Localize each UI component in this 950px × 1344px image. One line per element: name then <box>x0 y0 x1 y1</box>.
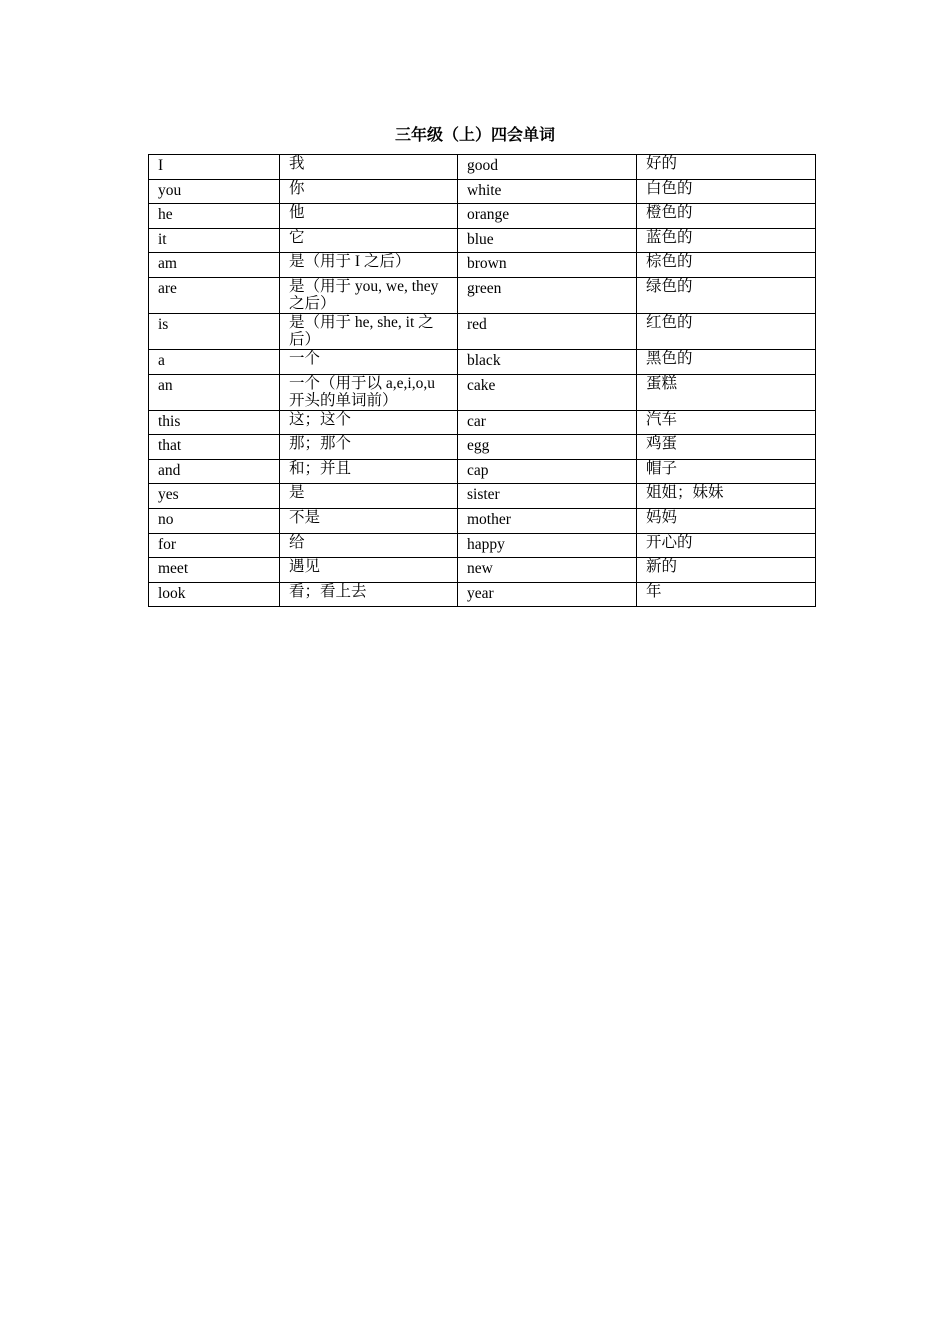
chinese-meaning-cell: 不是 <box>280 508 458 533</box>
chinese-meaning-cell: 白色的 <box>637 179 816 204</box>
chinese-meaning-cell: 姐姐；妹妹 <box>637 484 816 509</box>
chinese-meaning-cell: 你 <box>280 179 458 204</box>
chinese-meaning-cell: 红色的 <box>637 313 816 349</box>
english-word-cell: black <box>458 349 637 374</box>
english-word-cell: an <box>149 374 280 410</box>
table-row <box>149 459 816 484</box>
chinese-meaning-cell: 鸡蛋 <box>637 435 816 460</box>
vocabulary-table <box>148 154 816 607</box>
english-word-cell: that <box>149 435 280 460</box>
table-row <box>149 582 816 607</box>
english-word-cell: yes <box>149 484 280 509</box>
english-word-cell: for <box>149 533 280 558</box>
table-row <box>149 410 816 435</box>
chinese-meaning-cell: 看；看上去 <box>280 582 458 607</box>
english-word-cell: green <box>458 277 637 313</box>
table-row <box>149 435 816 460</box>
chinese-meaning-cell: 新的 <box>637 558 816 583</box>
chinese-meaning-cell: 棕色的 <box>637 253 816 278</box>
chinese-meaning-cell: 黑色的 <box>637 349 816 374</box>
chinese-meaning-cell: 帽子 <box>637 459 816 484</box>
table-row <box>149 313 816 349</box>
chinese-meaning-cell: 橙色的 <box>637 204 816 229</box>
english-word-cell: good <box>458 155 637 180</box>
chinese-meaning-cell: 是（用于 you, we, they 之后） <box>280 277 458 313</box>
table-row <box>149 155 816 180</box>
english-word-cell: cap <box>458 459 637 484</box>
chinese-meaning-cell: 遇见 <box>280 558 458 583</box>
chinese-meaning-cell: 开心的 <box>637 533 816 558</box>
english-word-cell: blue <box>458 228 637 253</box>
english-word-cell: is <box>149 313 280 349</box>
chinese-meaning-cell: 它 <box>280 228 458 253</box>
chinese-meaning-cell: 妈妈 <box>637 508 816 533</box>
chinese-meaning-cell: 给 <box>280 533 458 558</box>
table-row <box>149 277 816 313</box>
chinese-meaning-cell: 和；并且 <box>280 459 458 484</box>
chinese-meaning-cell: 是（用于 I 之后） <box>280 253 458 278</box>
table-row <box>149 533 816 558</box>
english-word-cell: I <box>149 155 280 180</box>
english-word-cell: no <box>149 508 280 533</box>
english-word-cell: egg <box>458 435 637 460</box>
table-row <box>149 253 816 278</box>
english-word-cell: brown <box>458 253 637 278</box>
english-word-cell: a <box>149 349 280 374</box>
table-row <box>149 508 816 533</box>
english-word-cell: white <box>458 179 637 204</box>
page-title: 三年级（上）四会单词 <box>394 127 555 144</box>
chinese-meaning-cell: 一个 <box>280 349 458 374</box>
chinese-meaning-cell: 蛋糕 <box>637 374 816 410</box>
english-word-cell: year <box>458 582 637 607</box>
chinese-meaning-cell: 绿色的 <box>637 277 816 313</box>
english-word-cell: mother <box>458 508 637 533</box>
table-row <box>149 228 816 253</box>
english-word-cell: this <box>149 410 280 435</box>
chinese-meaning-cell: 这；这个 <box>280 410 458 435</box>
english-word-cell: happy <box>458 533 637 558</box>
table-row <box>149 179 816 204</box>
english-word-cell: car <box>458 410 637 435</box>
chinese-meaning-cell: 汽车 <box>637 410 816 435</box>
english-word-cell: sister <box>458 484 637 509</box>
chinese-meaning-cell: 年 <box>637 582 816 607</box>
chinese-meaning-cell: 一个（用于以 a,e,i,o,u 开头的单词前） <box>280 374 458 410</box>
table-row <box>149 558 816 583</box>
chinese-meaning-cell: 蓝色的 <box>637 228 816 253</box>
english-word-cell: cake <box>458 374 637 410</box>
chinese-meaning-cell: 我 <box>280 155 458 180</box>
english-word-cell: red <box>458 313 637 349</box>
english-word-cell: are <box>149 277 280 313</box>
english-word-cell: orange <box>458 204 637 229</box>
chinese-meaning-cell: 他 <box>280 204 458 229</box>
english-word-cell: am <box>149 253 280 278</box>
english-word-cell: new <box>458 558 637 583</box>
chinese-meaning-cell: 好的 <box>637 155 816 180</box>
chinese-meaning-cell: 是 <box>280 484 458 509</box>
chinese-meaning-cell: 是（用于 he, she, it 之后） <box>280 313 458 349</box>
english-word-cell: you <box>149 179 280 204</box>
english-word-cell: look <box>149 582 280 607</box>
english-word-cell: it <box>149 228 280 253</box>
chinese-meaning-cell: 那；那个 <box>280 435 458 460</box>
english-word-cell: he <box>149 204 280 229</box>
english-word-cell: meet <box>149 558 280 583</box>
table-row <box>149 349 816 374</box>
table-row <box>149 204 816 229</box>
english-word-cell: and <box>149 459 280 484</box>
table-row <box>149 374 816 410</box>
table-row <box>149 484 816 509</box>
